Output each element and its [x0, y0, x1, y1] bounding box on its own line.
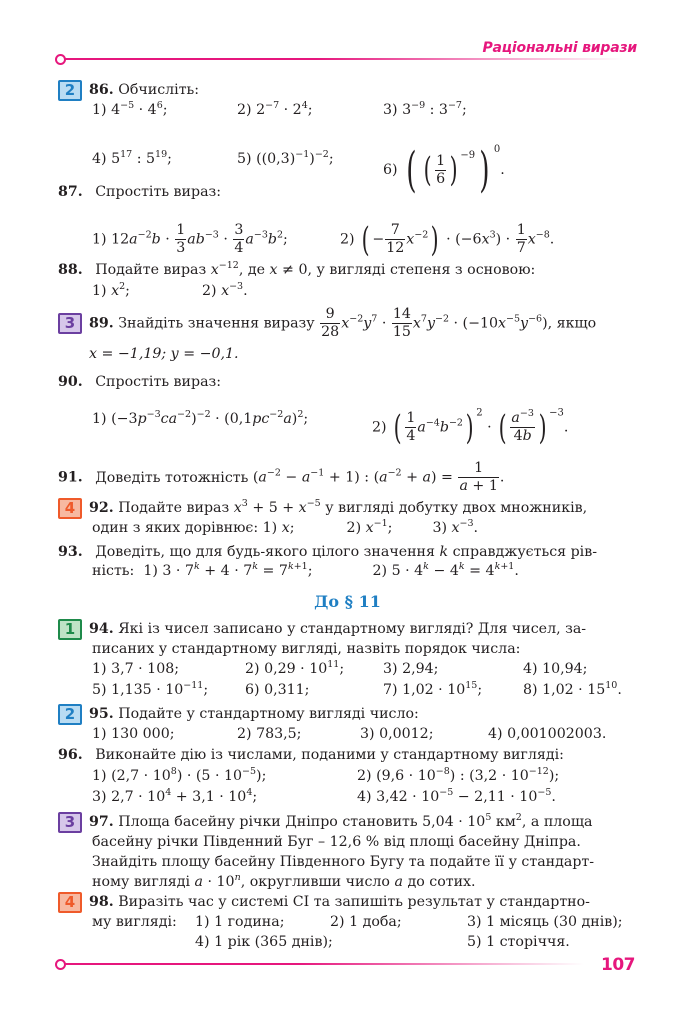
exercise-text: , якщо	[547, 315, 597, 332]
exercise-number: 92.	[89, 500, 114, 516]
exercise-number: 96.	[58, 747, 83, 763]
exercise-94-item-4: 4) 10,94;	[523, 661, 588, 677]
exercise-96-item-2: 2) $(9,6 \cdot 10^{-8})$ : $(3,2 \cdot 10^{-12})$;	[357, 766, 560, 784]
exercise-95-item-4: 4) 0,001002003.	[488, 726, 607, 742]
item-label: 3)	[432, 520, 447, 536]
exercise-86-item-2: 2) $2^{-7} \cdot 2^4$;	[237, 100, 313, 118]
exercise-95-item-3: 3) 0,0012;	[360, 726, 434, 742]
exercise-94-line-2: писаних у стандартному вигляді, назвіть порядок числа:	[92, 641, 521, 657]
level-badge-2: 2	[58, 704, 82, 725]
exercise-text: Обчисліть:	[118, 82, 200, 98]
exercise-98-item-2: 2) 1 доба;	[330, 914, 402, 930]
exercise-96-item-3: 3) $2,7 \cdot 10^4 + 3,1 \cdot 10^4$;	[92, 787, 258, 805]
exercise-94-item-6: 6) 0,311;	[245, 682, 310, 698]
exercise-text: Доведіть, що для будь-якого цілого значення	[95, 544, 435, 560]
exercise-94-item-5: 5) $1,135 \cdot 10^{-11}$;	[92, 680, 209, 698]
exercise-96-item-1: 1) $(2,7 \cdot 10^8) \cdot (5 \cdot 10^{-5})$;	[92, 766, 267, 784]
exercise-86-item-1: 1) $4^{-5} \cdot 4^6$;	[92, 100, 168, 118]
exercise-text: до сотих.	[407, 874, 476, 890]
exercise-number: 94.	[89, 621, 114, 637]
exercise-97-line-3: Знайдіть площу басейну Південного Бугу та подайте її у стандарт-	[92, 854, 595, 870]
level-badge-3: 3	[58, 812, 82, 833]
item-label: 2)	[202, 283, 217, 299]
exercise-94-item-3: 3) 2,94;	[383, 661, 439, 677]
exercise-number: 86.	[89, 82, 114, 98]
exercise-94-item-7: 7) $1,02 \cdot 10^{15}$;	[383, 680, 483, 698]
item-label: 5)	[237, 151, 252, 167]
exercise-86-item-6: 6) ( ( $\frac{1}{6}$ ) $^{-9}$) $^0$.	[383, 142, 505, 198]
exercise-90-item-1: 1) $(-3p^{-3}ca^{-2})^{-2} \cdot (0,1pc^{-2}a)^2$;	[92, 409, 309, 427]
exercise-93-line-2: ність: 1) $3 \cdot 7^k + 4 \cdot 7^k = 7^{k+1}$; 2) $5 \cdot 4^k - 4^k = 4^{k+1}$.	[92, 561, 519, 579]
page-number: 107	[601, 955, 635, 975]
exercise-90-title	[58, 373, 221, 391]
exercise-95-item-1: 1) 130 000;	[92, 726, 175, 742]
level-badge-4: 4	[58, 498, 82, 519]
exercise-95-title	[89, 705, 419, 723]
exercise-88-title: 88. Подайте вираз $x^{-12}$, де x ≠ 0, у вигляді степеня з основою:	[58, 260, 536, 278]
exercise-number: 91.	[58, 469, 83, 486]
exercise-89-condition: x = −1,19; y = −0,1.	[89, 346, 239, 362]
item-label: 4)	[357, 789, 372, 805]
exercise-92-line-2: один з яких дорівнює: 1) x; 2) $x^{-1}$; 3) $x^{-3}$.	[92, 518, 479, 536]
exercise-96-item-4: 4) $3,42 \cdot 10^{-5} - 2,11 \cdot 10^{-5}$.	[357, 787, 556, 805]
exercise-number: 93.	[58, 544, 83, 560]
item-label: 2)	[346, 520, 362, 536]
item-text: 7) 1,02 · 10	[383, 682, 466, 698]
exercise-text: ному вигляді	[92, 874, 191, 890]
exercise-text: , де	[238, 262, 265, 278]
item-label: 3)	[383, 102, 398, 118]
item-label: 2)	[340, 231, 355, 248]
item-label: 1)	[92, 411, 107, 427]
exercise-94-line-1	[89, 620, 586, 638]
exercise-86-title	[89, 81, 199, 99]
exercise-98-line-1	[89, 893, 590, 911]
exercise-97-line-4: ному вигляді $a \cdot 10^n$, округливши число a до сотих.	[92, 872, 476, 890]
exercise-number: 97.	[89, 814, 114, 830]
exercise-97-line-1: 97. Площа басейну річки Дніпро становить $5,04 \cdot 10^5$ $км^2$, а площа	[89, 812, 593, 830]
exercise-text: Виконайте дію із числами, поданими у стандартному вигляді:	[95, 747, 564, 763]
exercise-94-item-8: 8) $1,02 \cdot 15^{10}$.	[523, 680, 622, 698]
footer-rule	[64, 963, 584, 965]
exercise-text: Доведіть тотожність	[95, 469, 249, 486]
header-rule	[64, 58, 624, 60]
exercise-93-line-1: 93. Доведіть, що для будь-якого цілого значення k справджується рів-	[58, 544, 597, 560]
item-label: 2)	[237, 102, 252, 118]
exercise-number: 95.	[89, 706, 114, 722]
exercise-97-line-2: басейну річки Південний Буг – 12,6 % від площі басейну Дніпра.	[92, 834, 581, 850]
exercise-98-item-1: 1) 1 година;	[195, 914, 285, 930]
exercise-text: ність:	[92, 563, 135, 579]
item-label: 4)	[92, 151, 107, 167]
item-label: 2)	[357, 768, 372, 784]
exercise-86-item-4: 4) $5^{17}$ : $5^{19}$;	[92, 149, 172, 167]
level-badge-4: 4	[58, 892, 82, 913]
exercise-87-item-1: 1) $12a^{-2}b$ · $\frac{1}{3}$ $ab^{-3}$ · $\frac{3}{4}$ $a^{-3}b^2$;	[92, 222, 288, 256]
exercise-text: у вигляді добутку двох множників,	[325, 500, 588, 516]
exercise-text: Подайте вираз	[118, 500, 230, 516]
item-label: 1)	[92, 283, 107, 299]
running-header-title: Раціональні вирази	[482, 40, 637, 56]
exercise-94-item-2: 2) $0,29 \cdot 10^{11}$;	[245, 659, 345, 677]
exercise-number: 89.	[89, 315, 114, 332]
exercise-94-item-1: 1) 3,7 · 108;	[92, 661, 180, 677]
exercise-98-line-2: му вигляді:	[92, 914, 177, 930]
exercise-86-item-5: 5) $((0,3)^{-1})^{-2}$;	[237, 149, 334, 167]
exercise-95-item-2: 2) 783,5;	[237, 726, 302, 742]
exercise-text: Подайте у стандартному вигляді число:	[118, 706, 419, 722]
exercise-text: Виразіть час у системі СІ та запишіть результат у стандартно-	[118, 894, 590, 910]
level-badge-1: 1	[58, 619, 82, 640]
level-badge-3: 3	[58, 313, 82, 334]
item-label: 1)	[92, 768, 107, 784]
item-label: 3)	[92, 789, 107, 805]
exercise-text: Площа басейну річки Дніпро становить 5,04 · 10	[118, 814, 486, 830]
exercise-text: один з яких дорівнює: 1)	[92, 520, 278, 536]
exercise-98-item-3: 3) 1 місяць (30 днів);	[467, 914, 623, 930]
item-text: 2) 0,29 · 10	[245, 661, 328, 677]
exercise-text: Спростіть вираз:	[95, 184, 222, 200]
exercise-98-item-4: 4) 1 рік (365 днів);	[195, 934, 333, 950]
item-text: 5) 1,135 · 10	[92, 682, 184, 698]
item-text: 8) 1,02 · 15	[523, 682, 606, 698]
item-label: 1)	[92, 231, 107, 248]
exercise-92-line-1: 92. Подайте вираз $x^3 + 5 + x^{-5}$ у вигляді добутку двох множників,	[89, 498, 588, 516]
exercise-88-item-1: 1) $x^2$;	[92, 281, 130, 299]
exercise-text: , у вигляді степеня з основою:	[307, 262, 536, 278]
exercise-96-title	[58, 746, 564, 764]
exercise-88-item-2: 2) $x^{-3}$.	[202, 281, 248, 299]
exercise-text: Спростіть вираз:	[95, 374, 222, 390]
exercise-text: справджується рів-	[452, 544, 597, 560]
exercise-91-title: 91. Доведіть тотожність $(a^{-2} - a^{-1} + 1)$ : $(a^{-2} + a)$ = $\frac{1}{a + 1}$ .	[58, 460, 505, 494]
item-label: 6)	[383, 162, 398, 178]
exercise-text: Знайдіть значення виразу	[118, 315, 315, 332]
exercise-text: Подайте вираз	[95, 262, 207, 278]
item-label: 2)	[372, 419, 387, 436]
exercise-text: , округливши число	[240, 874, 390, 890]
exercise-text: км	[491, 814, 516, 830]
item-label: 1)	[92, 102, 107, 118]
exercise-number: 87.	[58, 184, 83, 200]
exercise-87-item-2: 2) ( − $\frac{7}{12}$ $x^{-2}) \cdot (-6x^3)$ · $\frac{1}{7}$ $x^{-8}$.	[340, 219, 555, 260]
exercise-98-item-5: 5) 1 сторіччя.	[467, 934, 570, 950]
exercise-number: 88.	[58, 262, 83, 278]
section-heading: До § 11	[314, 592, 381, 611]
exercise-number: 90.	[58, 374, 83, 390]
level-badge-2: 2	[58, 80, 82, 101]
item-label: 1)	[143, 563, 158, 579]
exercise-87-title	[58, 183, 221, 201]
exercise-90-item-2: 2) ( $\frac{1}{4}$ $a^{-4}b^{-2}$) $^2$ · ( $\frac{a^{-3}}{4b}$ ) $^{-3}$.	[372, 407, 569, 448]
exercise-86-item-3: 3) $3^{-9}$ : $3^{-7}$;	[383, 100, 467, 118]
exercise-text: Які із чисел записано у стандартному вигляді? Для чисел, за-	[118, 621, 587, 637]
exercise-number: 98.	[89, 894, 114, 910]
exercise-text: , а площа	[521, 814, 593, 830]
item-label: 2)	[372, 563, 388, 579]
exercise-89-title: 89. Знайдіть значення виразу $\frac{9}{28}$ $x^{-2}y^7$ · $\frac{14}{15}$ $x^7y^{-2} \cdot (-10x^{-5}y^{-6})$, якщо	[89, 306, 597, 340]
